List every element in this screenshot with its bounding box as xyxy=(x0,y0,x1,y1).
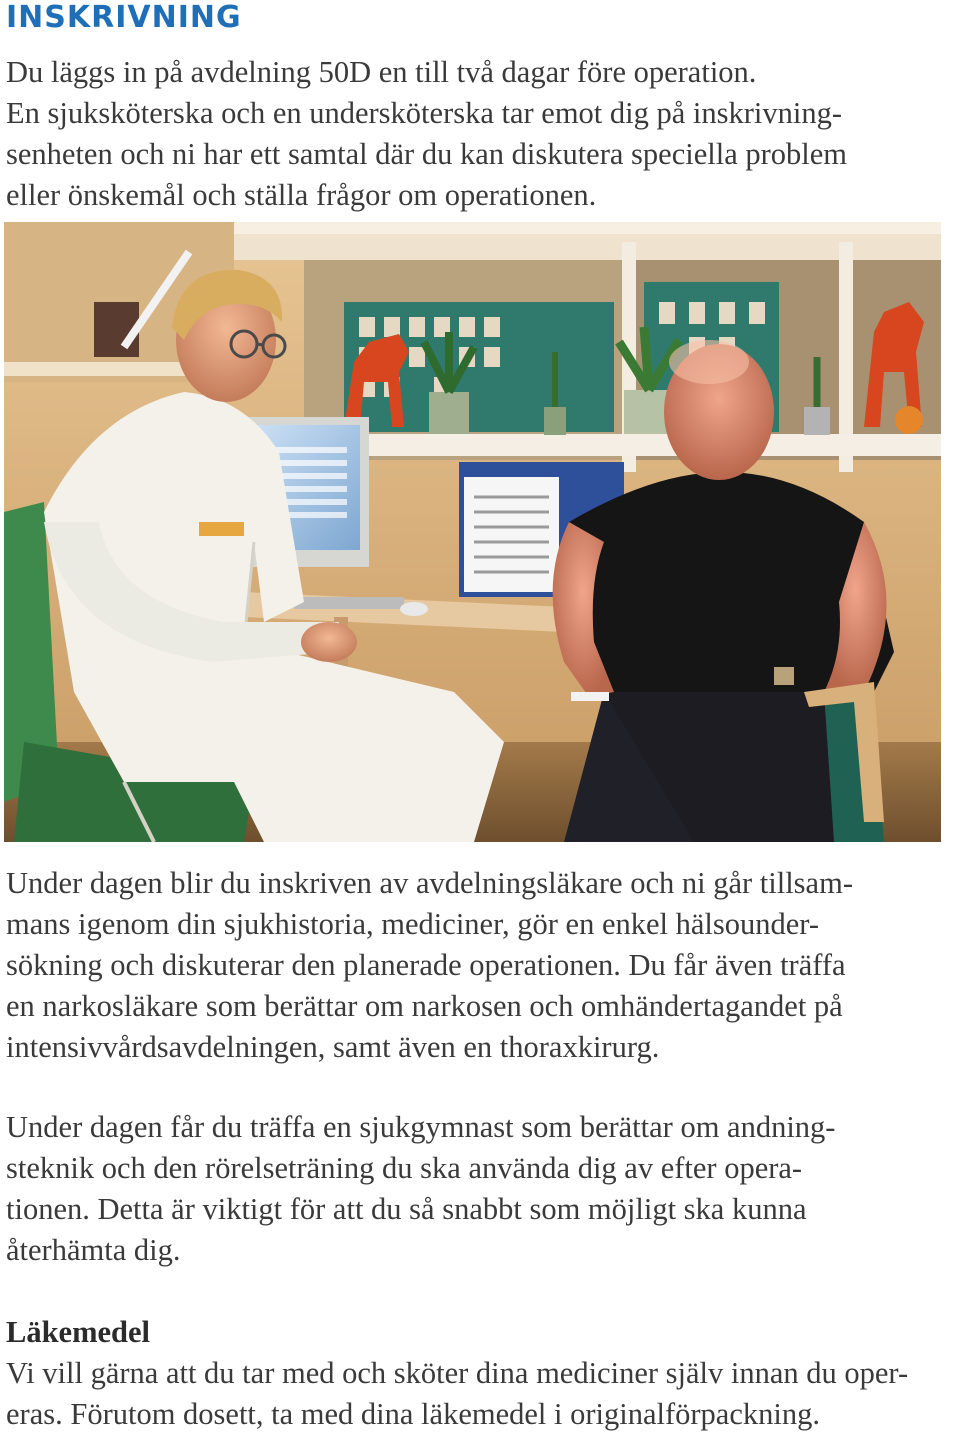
text-line: senheten och ni har ett samtal där du kan diskutera speciella problem xyxy=(6,137,847,171)
section-title: INSKRIVNING xyxy=(6,0,242,35)
text-line: Under dagen får du träffa en sjukgymnast som berättar om andning- xyxy=(6,1110,836,1144)
consultation-photo xyxy=(4,222,941,842)
text-line: mans igenom din sjukhistoria, mediciner, gör en enkel hälsounder- xyxy=(6,907,820,941)
physio-paragraph xyxy=(6,1107,946,1271)
text-line: Under dagen blir du inskriven av avdelningsläkare och ni går tillsam- xyxy=(6,866,853,900)
medicine-paragraph xyxy=(6,1353,946,1435)
text-line: steknik och den rörelseträning du ska använda dig av efter opera- xyxy=(6,1151,803,1185)
text-line: Du läggs in på avdelning 50D en till två dagar före operation. xyxy=(6,55,757,89)
text-line: en narkosläkare som berättar om narkosen och omhändertagandet på xyxy=(6,989,843,1023)
text-line: sökning och diskuterar den planerade operationen. Du får även träffa xyxy=(6,948,846,982)
text-line: intensivvårdsavdelningen, samt även en thoraxkirurg. xyxy=(6,1030,660,1064)
consultation-paragraph xyxy=(6,863,946,1068)
text-line: återhämta dig. xyxy=(6,1233,181,1267)
medicine-heading: Läkemedel xyxy=(6,1315,151,1349)
text-line: En sjuksköterska och en undersköterska tar emot dig på inskrivning- xyxy=(6,96,843,130)
intro-paragraph xyxy=(6,52,946,216)
text-line: eller önskemål och ställa frågor om operationen. xyxy=(6,178,597,212)
text-line: Vi vill gärna att du tar med och sköter dina mediciner själv innan du oper- xyxy=(6,1356,909,1390)
text-line: tionen. Detta är viktigt för att du så snabbt som möjligt ska kunna xyxy=(6,1192,807,1226)
text-line: eras. Förutom dosett, ta med dina läkemedel i originalförpackning. xyxy=(6,1397,820,1431)
